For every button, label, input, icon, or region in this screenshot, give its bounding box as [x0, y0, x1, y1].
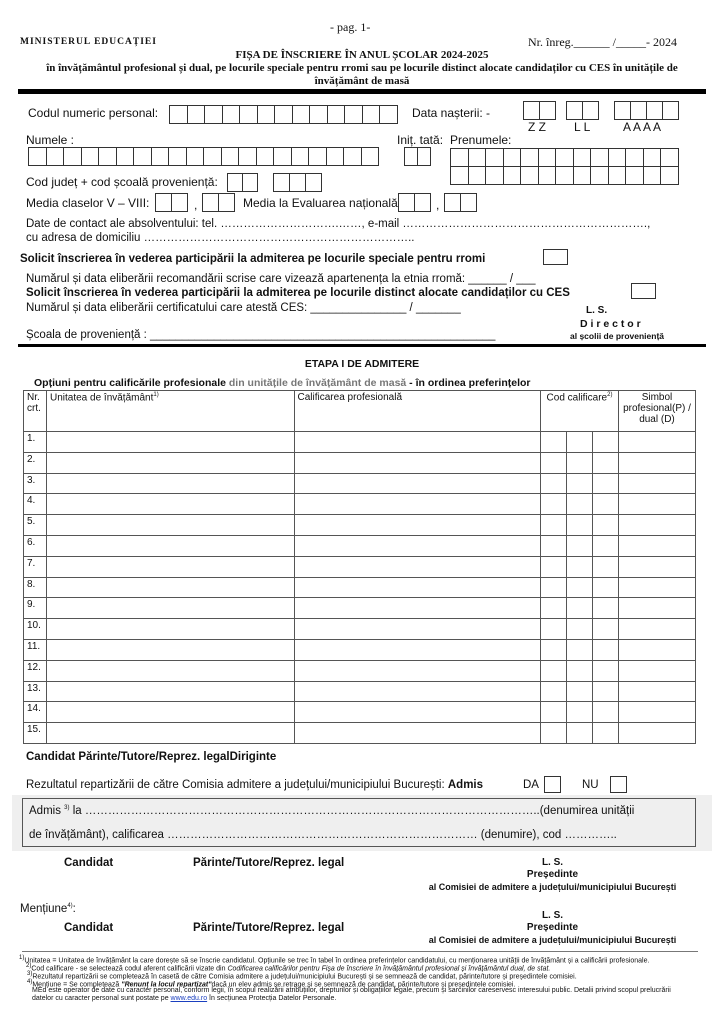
birth-year-hint: A A A A	[623, 120, 662, 134]
option-code-cell-2[interactable]	[567, 702, 593, 723]
stamp-ls: L. S.	[586, 305, 608, 316]
char-cell[interactable]	[221, 147, 240, 166]
char-cell[interactable]	[555, 148, 574, 167]
char-cell[interactable]	[643, 148, 662, 167]
char-cell[interactable]	[222, 105, 241, 124]
footnote-1-text: Unitatea = Unitatea de învățământ la care dorește să se înscrie candidatul. Opțiunile se trec în tabel în ordinea preferințelor candidatului, cu menționarea unității de învățământ și a calificării profesionale.	[24, 957, 650, 965]
option-number: 12.	[24, 660, 47, 681]
result-commission: al Comisiei de admitere a județului/municipiului București	[428, 882, 677, 892]
footnote-3-mark: 3)	[27, 971, 33, 977]
option-row	[24, 660, 696, 681]
option-symbol-cell[interactable]	[618, 702, 695, 723]
option-symbol-cell[interactable]	[618, 494, 695, 515]
option-code-cell-2[interactable]	[567, 723, 593, 744]
char-cell[interactable]	[538, 166, 557, 185]
option-code-cell-1[interactable]	[541, 702, 567, 723]
option-number: 15.	[24, 723, 47, 744]
birth-day-hint: Z Z	[528, 120, 546, 134]
footnote-2-italic: Codificarea calificărilor pentru Fișa de înscriere în învățământul profesional și învățământul dual, de stat.	[227, 965, 551, 973]
roma-request-checkbox[interactable]	[543, 249, 568, 265]
admis-prefix: Admis	[29, 805, 65, 817]
result-president: Președinte	[526, 869, 579, 880]
average-separator: ,	[194, 198, 198, 212]
birth-day-input[interactable]	[523, 101, 556, 120]
origin-school-line[interactable]: Școala de proveniență : ______________________________________________________	[26, 329, 496, 341]
ces-request-label: Solicit înscrierea în vederea participării la admiterea pe locurile distinct alocate candidaților cu CES	[26, 287, 570, 299]
result-nu-label: NU	[582, 779, 599, 791]
option-symbol-cell[interactable]	[618, 515, 695, 536]
char-cell[interactable]	[308, 147, 327, 166]
option-code-cell-3[interactable]	[592, 432, 618, 453]
address-line	[26, 232, 415, 244]
option-number: 7.	[24, 556, 47, 577]
option-code-cell-1[interactable]	[541, 723, 567, 744]
ces-request-checkbox[interactable]	[631, 283, 656, 299]
char-cell[interactable]	[362, 105, 381, 124]
option-row	[24, 577, 696, 598]
char-cell[interactable]	[361, 147, 380, 166]
option-unit-cell[interactable]	[46, 494, 294, 515]
mention-ls: L. S.	[541, 910, 564, 921]
option-unit-cell[interactable]	[46, 432, 294, 453]
option-unit-cell[interactable]	[46, 723, 294, 744]
option-qualification-cell[interactable]	[294, 452, 541, 473]
char-cell[interactable]	[344, 105, 363, 124]
firstname-input-row-1[interactable]	[450, 148, 679, 167]
col-code-label: Cod calificare	[546, 392, 608, 404]
option-code-cell-2[interactable]	[567, 494, 593, 515]
form-subtitle-1: în învățământul profesional și dual, pe locurile speciale pentru rromi sau pe locurile distinct alocate candidaților cu CES în unitățile de	[46, 62, 678, 74]
option-row	[24, 473, 696, 494]
option-symbol-cell[interactable]	[618, 660, 695, 681]
average-decimal-input[interactable]	[202, 193, 235, 212]
footnote-1-mark: 1)	[19, 955, 25, 961]
option-code-cell-1[interactable]	[541, 660, 567, 681]
roma-recommendation-line: Numărul și data eliberării recomandării scrise care vizează apartenența la etnia rromă: ______ / ___	[26, 273, 536, 285]
option-code-cell-1[interactable]	[541, 577, 567, 598]
option-row	[24, 619, 696, 640]
options-heading	[34, 377, 531, 389]
option-symbol-cell[interactable]	[618, 723, 695, 744]
option-code-cell-3[interactable]	[592, 619, 618, 640]
option-code-cell-3[interactable]	[592, 473, 618, 494]
ces-certificate-line: Numărul și data eliberării certificatului care atestă CES: _______________ / _______	[26, 302, 461, 314]
option-qualification-cell[interactable]	[294, 494, 541, 515]
option-unit-cell[interactable]	[46, 535, 294, 556]
result-da-checkbox[interactable]	[544, 776, 561, 793]
char-cell[interactable]	[503, 166, 522, 185]
char-cell[interactable]	[116, 147, 135, 166]
result-text: Rezultatul repartizării de către Comisia admitere a județului/municipiului București:	[26, 779, 448, 791]
option-unit-cell[interactable]	[46, 473, 294, 494]
option-code-cell-3[interactable]	[592, 494, 618, 515]
option-symbol-cell[interactable]	[618, 535, 695, 556]
option-number: 8.	[24, 577, 47, 598]
firstname-label: Prenumele:	[450, 133, 512, 147]
option-code-cell-2[interactable]	[567, 473, 593, 494]
char-cell[interactable]	[625, 166, 644, 185]
option-qualification-cell[interactable]	[294, 660, 541, 681]
char-cell[interactable]	[98, 147, 117, 166]
char-cell[interactable]	[590, 166, 609, 185]
option-qualification-cell[interactable]	[294, 639, 541, 660]
char-cell[interactable]	[660, 148, 679, 167]
privacy-line-1: MEd este operator de date cu caracter personal, conform legii, în scopul realizării atribuțiilor, drepturilor și obligațiilor legale, precum și sarcinilor careservesc interesului public. Detalii privind scopul prelucrării	[32, 987, 671, 994]
char-cell[interactable]	[81, 147, 100, 166]
char-cell[interactable]	[274, 105, 293, 124]
char-cell[interactable]	[327, 105, 346, 124]
char-cell[interactable]	[28, 147, 47, 166]
char-cell[interactable]	[643, 166, 662, 185]
char-cell[interactable]	[168, 147, 187, 166]
admis-box	[22, 798, 696, 847]
option-row	[24, 723, 696, 744]
admis-line-1	[29, 805, 634, 817]
birth-month-hint: L L	[574, 120, 591, 134]
option-qualification-cell[interactable]	[294, 432, 541, 453]
char-cell[interactable]	[187, 105, 206, 124]
char-cell[interactable]	[256, 147, 275, 166]
col-qualification: Calificarea profesională	[294, 391, 541, 432]
char-cell[interactable]	[450, 148, 469, 167]
footnote-4-emphasis: "Renunț la locul repartizat"	[121, 981, 212, 989]
option-symbol-cell[interactable]	[618, 452, 695, 473]
option-code-cell-1[interactable]	[541, 556, 567, 577]
option-number: 14.	[24, 702, 47, 723]
option-code-cell-3[interactable]	[592, 452, 618, 473]
option-code-cell-1[interactable]	[541, 639, 567, 660]
option-code-cell-2[interactable]	[567, 619, 593, 640]
col-unit	[46, 391, 294, 432]
option-number: 4.	[24, 494, 47, 515]
option-qualification-cell[interactable]	[294, 577, 541, 598]
char-cell[interactable]	[503, 148, 522, 167]
option-number: 3.	[24, 473, 47, 494]
char-cell[interactable]	[292, 105, 311, 124]
footnote-3-text: Rezultatul repartizării se completează în casetă de către Comisia admitere a județului/municipiului București și se semnează de candidat, părinte/tutore și președintele comisiei.	[32, 973, 577, 981]
option-number: 9.	[24, 598, 47, 619]
admis-note: 3)	[64, 805, 70, 812]
option-qualification-cell[interactable]	[294, 515, 541, 536]
mention-label-text: Mențiune	[20, 903, 68, 915]
col-unit-label: Unitatea de învățământ	[49, 392, 154, 404]
birth-month-input[interactable]	[566, 101, 599, 120]
mention-note: 4)	[67, 903, 73, 910]
char-cell[interactable]	[239, 105, 258, 124]
char-cell[interactable]	[485, 148, 504, 167]
char-cell[interactable]	[608, 148, 627, 167]
page-number: - pag. 1-	[330, 20, 371, 34]
father-initial-label: Iniț. tată:	[397, 133, 444, 147]
option-qualification-cell[interactable]	[294, 702, 541, 723]
footnote-divider	[22, 951, 698, 952]
option-code-cell-3[interactable]	[592, 515, 618, 536]
option-qualification-cell[interactable]	[294, 556, 541, 577]
school-code-input[interactable]	[273, 173, 322, 192]
option-code-cell-2[interactable]	[567, 681, 593, 702]
section-divider	[18, 344, 706, 347]
option-unit-cell[interactable]	[46, 598, 294, 619]
char-cell[interactable]	[326, 147, 345, 166]
mention-commission: al Comisiei de admitere a județului/municipiului București	[428, 935, 677, 945]
footnote-4-text: dacă un elev admis se retrage și se semnează de candidat, părinte/tutore și președintele comisiei.	[211, 981, 516, 989]
option-unit-cell[interactable]	[46, 702, 294, 723]
edu-ro-link[interactable]: www.edu.ro	[170, 995, 208, 1002]
ministry-name: MINISTERUL EDUCAȚIEI	[20, 37, 157, 47]
option-code-cell-2[interactable]	[567, 639, 593, 660]
mention-colon: :	[72, 903, 76, 915]
option-unit-cell[interactable]	[46, 577, 294, 598]
mention-parent-signature: Părinte/Tutore/Reprez. legal	[193, 922, 345, 934]
form-title: FIȘA DE ÎNSCRIERE ÎN ANUL ȘCOLAR 2024-2025	[235, 49, 489, 61]
option-code-cell-3[interactable]	[592, 535, 618, 556]
option-symbol-cell[interactable]	[618, 619, 695, 640]
char-cell[interactable]	[625, 148, 644, 167]
footnote-2-text: Cod calificare - se selectează codul aferent calificării vizate din	[31, 965, 228, 973]
footnote-4-mark: 4)	[27, 979, 33, 985]
col-code	[541, 391, 619, 432]
option-code-cell-1[interactable]	[541, 494, 567, 515]
option-code-cell-2[interactable]	[567, 598, 593, 619]
option-row	[24, 494, 696, 515]
option-qualification-cell[interactable]	[294, 473, 541, 494]
col-code-note: 2)	[607, 392, 613, 398]
char-cell[interactable]	[468, 166, 487, 185]
form-subtitle-2: învățământ de masă	[314, 75, 410, 87]
char-cell[interactable]	[555, 166, 574, 185]
national-eval-separator: ,	[436, 198, 440, 212]
result-da-label: DA	[523, 779, 539, 791]
mention-president: Președinte	[526, 922, 579, 933]
birth-date-label: Data nașterii: -	[412, 106, 491, 120]
char-cell[interactable]	[343, 147, 362, 166]
char-cell[interactable]	[151, 147, 170, 166]
option-code-cell-2[interactable]	[567, 577, 593, 598]
option-number: 1.	[24, 432, 47, 453]
national-eval-integer-input[interactable]	[398, 193, 431, 212]
char-cell[interactable]	[590, 148, 609, 167]
option-code-cell-3[interactable]	[592, 639, 618, 660]
option-symbol-cell[interactable]	[618, 432, 695, 453]
option-code-cell-3[interactable]	[592, 556, 618, 577]
option-row	[24, 515, 696, 536]
result-parent-signature: Părinte/Tutore/Reprez. legal	[193, 857, 345, 869]
option-code-cell-1[interactable]	[541, 473, 567, 494]
option-code-cell-2[interactable]	[567, 556, 593, 577]
option-unit-cell[interactable]	[46, 556, 294, 577]
option-code-cell-1[interactable]	[541, 452, 567, 473]
option-unit-cell[interactable]	[46, 681, 294, 702]
option-qualification-cell[interactable]	[294, 681, 541, 702]
option-number: 6.	[24, 535, 47, 556]
school-code-label: Cod județ + cod școală proveniență:	[26, 175, 218, 189]
option-code-cell-1[interactable]	[541, 598, 567, 619]
option-row	[24, 556, 696, 577]
privacy-line-2	[32, 995, 336, 1004]
option-code-cell-3[interactable]	[592, 723, 618, 744]
option-qualification-cell[interactable]	[294, 535, 541, 556]
option-unit-cell[interactable]	[46, 515, 294, 536]
cnp-input[interactable]	[169, 105, 398, 124]
option-code-cell-2[interactable]	[567, 515, 593, 536]
options-table	[23, 390, 696, 744]
option-number: 11.	[24, 639, 47, 660]
address-text: cu adresa de domiciliu ……………………………………………………………..	[26, 232, 415, 244]
char-cell[interactable]	[573, 148, 592, 167]
option-code-cell-2[interactable]	[567, 432, 593, 453]
result-admis-label: Admis	[447, 779, 484, 791]
char-cell[interactable]	[485, 166, 504, 185]
options-heading-bold: Opțiuni pentru calificările profesionale	[34, 377, 226, 389]
char-cell[interactable]	[238, 147, 257, 166]
option-row	[24, 681, 696, 702]
char-cell[interactable]	[186, 147, 205, 166]
option-code-cell-1[interactable]	[541, 619, 567, 640]
option-row	[24, 702, 696, 723]
option-number: 10.	[24, 619, 47, 640]
option-code-cell-1[interactable]	[541, 515, 567, 536]
char-cell[interactable]	[468, 148, 487, 167]
option-symbol-cell[interactable]	[618, 639, 695, 660]
result-ls: L. S.	[541, 857, 564, 868]
options-heading-grey: din unitățile de învățământ de masă	[225, 377, 407, 389]
option-code-cell-1[interactable]	[541, 681, 567, 702]
average-integer-input[interactable]	[155, 193, 188, 212]
option-unit-cell[interactable]	[46, 452, 294, 473]
option-code-cell-3[interactable]	[592, 681, 618, 702]
char-cell[interactable]	[660, 166, 679, 185]
option-qualification-cell[interactable]	[294, 619, 541, 640]
contact-line: Date de contact ale absolventului: tel. ………………………….……, e-mail ……………………………………………………….,	[26, 218, 651, 230]
options-heading-tail: - în ordinea preferințelor	[406, 377, 531, 389]
average-label: Media claselor V – VIII:	[26, 196, 150, 210]
char-cell[interactable]	[203, 147, 222, 166]
col-symbol: Simbol profesional(P) / dual (D)	[618, 391, 695, 432]
char-cell[interactable]	[257, 105, 276, 124]
char-cell[interactable]	[291, 147, 310, 166]
header-divider	[18, 89, 706, 94]
option-number: 13.	[24, 681, 47, 702]
option-code-cell-3[interactable]	[592, 702, 618, 723]
option-unit-cell[interactable]	[46, 619, 294, 640]
option-row	[24, 535, 696, 556]
result-line	[26, 779, 483, 791]
char-cell[interactable]	[573, 166, 592, 185]
option-qualification-cell[interactable]	[294, 723, 541, 744]
surname-input[interactable]	[28, 147, 379, 166]
char-cell[interactable]	[450, 166, 469, 185]
char-cell[interactable]	[309, 105, 328, 124]
char-cell[interactable]	[273, 147, 292, 166]
result-candidate-signature: Candidat	[64, 857, 114, 869]
option-qualification-cell[interactable]	[294, 598, 541, 619]
option-code-cell-3[interactable]	[592, 577, 618, 598]
option-code-cell-3[interactable]	[592, 598, 618, 619]
surname-label: Numele :	[26, 133, 75, 147]
char-cell[interactable]	[46, 147, 65, 166]
stage-title: ETAPA I DE ADMITERE	[304, 358, 420, 370]
director-sublabel: al școlii de proveniență	[570, 331, 665, 341]
registration-number: Nr. înreg.______ /_____- 2024	[528, 35, 677, 49]
col-unit-note: 1)	[153, 392, 159, 398]
option-unit-cell[interactable]	[46, 660, 294, 681]
char-cell[interactable]	[538, 148, 557, 167]
footnote-2-mark: 2)	[26, 963, 32, 969]
county-code-input[interactable]	[227, 173, 258, 192]
admis-line-1-text: la ………………………………………………………………………………………………………..(denumirea unității	[69, 805, 635, 817]
option-row	[24, 639, 696, 660]
cnp-label: Codul numeric personal:	[28, 106, 159, 120]
admis-line-2: de învățământ), calificarea ……………………………………………………………………… (denumire), cod …………..	[29, 829, 617, 841]
option-number: 2.	[24, 452, 47, 473]
option-symbol-cell[interactable]	[618, 598, 695, 619]
char-cell[interactable]	[608, 166, 627, 185]
option-code-cell-2[interactable]	[567, 535, 593, 556]
option-code-cell-2[interactable]	[567, 452, 593, 473]
option-symbol-cell[interactable]	[618, 556, 695, 577]
mention-label	[20, 903, 76, 915]
option-row	[24, 598, 696, 619]
birth-year-input[interactable]	[614, 101, 679, 120]
char-cell[interactable]	[204, 105, 223, 124]
char-cell[interactable]	[379, 105, 398, 124]
char-cell[interactable]	[133, 147, 152, 166]
privacy-line-2-pre: datelor cu caracter personal sunt postate pe	[32, 995, 171, 1002]
option-symbol-cell[interactable]	[618, 473, 695, 494]
char-cell[interactable]	[169, 105, 188, 124]
option-code-cell-2[interactable]	[567, 660, 593, 681]
national-eval-label: Media la Evaluarea națională	[243, 196, 398, 210]
result-nu-checkbox[interactable]	[610, 776, 627, 793]
col-nr: Nr. crt.	[24, 391, 47, 432]
firstname-input-row-2[interactable]	[450, 166, 679, 185]
option-row	[24, 432, 696, 453]
footnote-4-pre: Mențiune = Se completează	[32, 981, 122, 989]
privacy-line-2-post: în secțiunea Protecția Datelor Personale.	[207, 995, 337, 1002]
char-cell[interactable]	[520, 166, 539, 185]
option-code-cell-3[interactable]	[592, 660, 618, 681]
mention-candidate-signature: Candidat	[64, 922, 114, 934]
option-row	[24, 452, 696, 473]
option-unit-cell[interactable]	[46, 639, 294, 660]
roma-request-label: Solicit înscrierea în vederea participării la admiterea pe locurile speciale pentru rromi	[20, 253, 486, 265]
char-cell[interactable]	[520, 148, 539, 167]
option-code-cell-1[interactable]	[541, 535, 567, 556]
father-initial-input[interactable]	[404, 147, 431, 166]
national-eval-decimal-input[interactable]	[444, 193, 477, 212]
signatures-row: Candidat Părinte/Tutore/Reprez. legalDiriginte	[26, 751, 277, 763]
options-table-header	[24, 391, 696, 432]
option-symbol-cell[interactable]	[618, 577, 695, 598]
option-symbol-cell[interactable]	[618, 681, 695, 702]
char-cell[interactable]	[63, 147, 82, 166]
option-code-cell-1[interactable]	[541, 432, 567, 453]
option-number: 5.	[24, 515, 47, 536]
director-label: D i r e c t o r	[580, 318, 641, 330]
